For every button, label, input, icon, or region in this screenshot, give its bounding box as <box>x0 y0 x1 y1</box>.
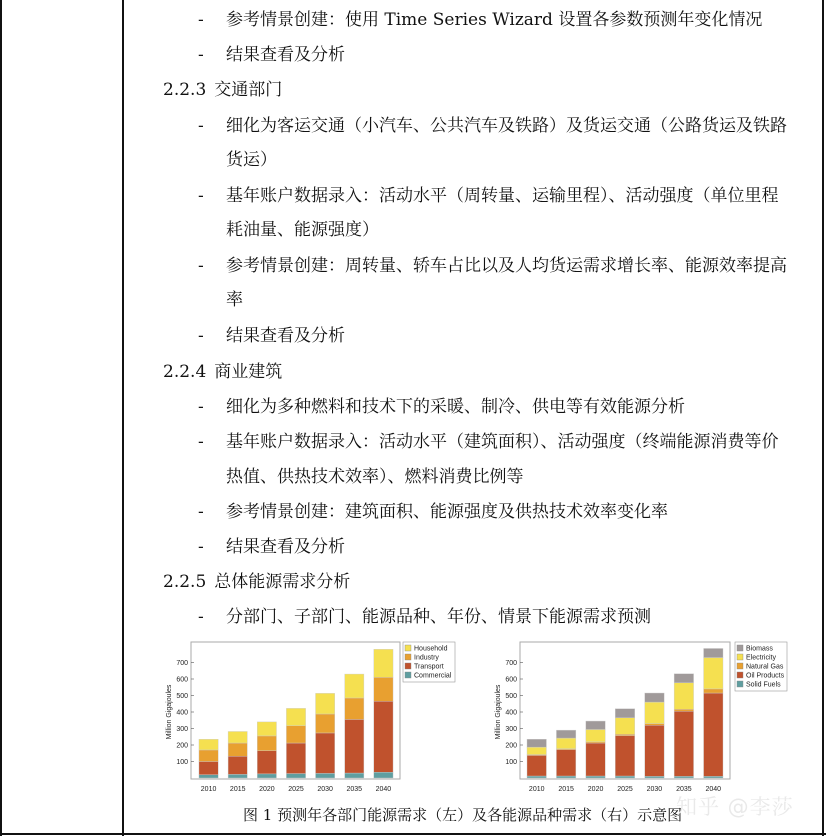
bar-segment <box>556 738 575 749</box>
bar-segment <box>257 722 276 736</box>
bar-segment <box>704 689 723 693</box>
bar-segment <box>228 731 247 743</box>
bullet-text: 分部门、子部门、能源品种、年份、情景下能源需求预测 <box>226 607 651 627</box>
y-tick-label: 400 <box>505 709 517 717</box>
section-title: 总体能源需求分析 <box>214 572 351 592</box>
bullet-dash: - <box>198 116 204 136</box>
x-tick-label: 2030 <box>646 786 663 793</box>
bar-segment <box>586 776 605 778</box>
bar-segment <box>645 702 664 723</box>
bar-segment <box>345 719 364 773</box>
bullet-text: 结果查看及分析 <box>226 326 345 346</box>
bar-segment <box>615 718 634 735</box>
bar-segment <box>286 726 305 743</box>
bar-segment <box>345 773 364 778</box>
bullet-dash: - <box>198 397 204 417</box>
legend-swatch <box>405 645 411 651</box>
bar-segment <box>316 773 335 778</box>
bar-segment <box>674 776 693 778</box>
bar-segment <box>615 776 634 778</box>
bar-segment <box>257 736 276 751</box>
y-tick-label: 300 <box>176 726 188 733</box>
bar-segment <box>586 743 605 776</box>
table-border-bottom <box>0 833 826 835</box>
bar-segment <box>286 708 305 725</box>
legend-label: Commercial <box>414 672 452 680</box>
sector-demand-chart <box>160 640 460 804</box>
legend-swatch <box>737 663 743 669</box>
bar-segment <box>374 701 393 772</box>
x-tick-label: 2040 <box>375 786 392 793</box>
bar-segment <box>374 677 393 701</box>
x-tick-label: 2020 <box>587 786 604 793</box>
bar-segment <box>527 739 546 747</box>
legend-swatch <box>405 654 411 660</box>
y-tick-label: 200 <box>176 742 188 750</box>
bar-segment <box>374 772 393 778</box>
bullet-text-continuation: 率 <box>226 290 243 310</box>
y-tick-label: 100 <box>505 759 517 766</box>
section-heading-2-2-5 <box>163 570 350 594</box>
bullet-dash: - <box>198 45 204 65</box>
bar-segment <box>674 711 693 776</box>
bar-segment <box>316 693 335 714</box>
bullet-text: 参考情景创建：使用 Time Series Wizard 设置各参数预测年变化情况 <box>226 10 763 30</box>
y-tick-label: 400 <box>176 709 188 717</box>
bar-segment <box>527 747 546 754</box>
x-tick-label: 2020 <box>259 786 275 793</box>
legend-label: Electricity <box>746 654 776 662</box>
bar-segment <box>674 683 693 709</box>
bar-segment <box>199 775 218 778</box>
bullet-text: 结果查看及分析 <box>226 537 345 557</box>
legend-label: Household <box>414 645 448 653</box>
bar-segment <box>645 693 664 702</box>
bar-segment <box>527 755 546 776</box>
section-heading-2-2-4 <box>163 360 282 384</box>
x-tick-label: 2010 <box>528 786 545 793</box>
zhihu-watermark: 知乎 @李莎 <box>676 795 794 819</box>
bar-segment <box>615 709 634 718</box>
bar-segment <box>674 674 693 683</box>
x-tick-label: 2025 <box>288 786 304 793</box>
figure-caption: 图 1 预测年各部门能源需求（左）及各能源品种需求（右）示意图 <box>243 806 683 824</box>
section-number: 2.2.4 <box>163 362 207 382</box>
y-tick-label: 500 <box>505 693 517 700</box>
bullet-text: 结果查看及分析 <box>226 45 345 65</box>
bullet-dash: - <box>198 432 204 452</box>
bar-segment <box>704 648 723 657</box>
legend-swatch <box>737 672 743 678</box>
y-tick-label: 700 <box>505 660 517 667</box>
bullet-text-continuation: 货运） <box>226 150 277 170</box>
bar-segment <box>345 674 364 698</box>
bullet-text-continuation: 热值、供热技术效率）、燃料消费比例等 <box>226 467 524 487</box>
bullet-dash: - <box>198 502 204 522</box>
x-tick-label: 2015 <box>229 786 246 793</box>
x-tick-label: 2025 <box>617 786 633 793</box>
bar-segment <box>316 714 335 733</box>
bar-segment <box>586 721 605 729</box>
x-tick-label: 2010 <box>200 786 217 793</box>
x-tick-label: 2040 <box>705 786 722 793</box>
y-tick-label: 300 <box>505 726 517 733</box>
y-tick-label: 700 <box>176 660 188 667</box>
bullet-dash: - <box>198 186 204 206</box>
bar-segment <box>228 774 247 778</box>
bar-segment <box>199 762 218 775</box>
bullet-text: 参考情景创建：建筑面积、能源强度及供热技术效率变化率 <box>226 502 668 522</box>
bullet-text-continuation: 耗油量、能源强度） <box>226 220 379 240</box>
y-tick-label: 200 <box>505 742 517 750</box>
legend-label: Industry <box>414 654 439 662</box>
bar-segment <box>286 774 305 778</box>
section-heading-2-2-3 <box>163 78 282 102</box>
legend-swatch <box>737 654 743 660</box>
bullet-dash: - <box>198 537 204 557</box>
table-border-right <box>822 0 824 836</box>
bar-segment <box>228 756 247 774</box>
bar-segment <box>199 750 218 762</box>
bullet-dash: - <box>198 10 204 30</box>
bar-segment <box>556 776 575 778</box>
bar-segment <box>704 658 723 689</box>
bar-segment <box>316 733 335 773</box>
bullet-dash: - <box>198 607 204 627</box>
legend-swatch <box>405 672 411 678</box>
bar-segment <box>645 776 664 778</box>
left-empty-cell <box>0 0 124 833</box>
bar-segment <box>228 743 247 756</box>
x-tick-label: 2035 <box>676 786 692 793</box>
legend-label: Solid Fuels <box>746 681 781 689</box>
legend-label: Oil Products <box>746 672 785 680</box>
bullet-text: 细化为多种燃料和技术下的采暖、制冷、供电等有效能源分析 <box>226 397 685 417</box>
section-title: 交通部门 <box>214 80 283 100</box>
bullet-text: 参考情景创建：周转量、轿车占比以及人均货运需求增长率、能源效率提高 <box>226 256 787 276</box>
bar-segment <box>199 739 218 750</box>
bar-segment <box>615 736 634 776</box>
bullet-text: 基年账户数据录入：活动水平（建筑面积）、活动强度（终端能源消费等价 <box>226 432 779 452</box>
y-tick-label: 100 <box>176 759 188 766</box>
legend-swatch <box>405 663 411 669</box>
chart-svg <box>490 640 790 800</box>
bar-segment <box>645 725 664 776</box>
fuel-demand-chart <box>490 640 790 804</box>
x-tick-label: 2035 <box>346 786 363 793</box>
legend-label: Biomass <box>746 645 773 653</box>
section-number: 2.2.5 <box>163 572 207 592</box>
legend-label: Natural Gas <box>746 663 784 671</box>
section-number: 2.2.3 <box>163 80 207 100</box>
bar-segment <box>257 751 276 774</box>
bullet-dash: - <box>198 326 204 346</box>
bar-segment <box>345 698 364 719</box>
x-tick-label: 2015 <box>558 786 574 793</box>
bar-segment <box>645 724 664 726</box>
legend-swatch <box>737 645 743 651</box>
legend-label: Transport <box>414 663 444 671</box>
y-axis-label: Million Gigajoules <box>495 684 502 740</box>
bullet-text: 基年账户数据录入：活动水平（周转量、运输里程）、活动强度（单位里程 <box>226 186 779 206</box>
bar-segment <box>257 774 276 778</box>
legend-swatch <box>737 681 743 687</box>
section-title: 商业建筑 <box>214 362 283 382</box>
bar-segment <box>704 776 723 778</box>
y-tick-label: 500 <box>176 693 188 700</box>
bar-segment <box>556 750 575 776</box>
bar-segment <box>527 776 546 778</box>
bar-segment <box>674 709 693 711</box>
bar-segment <box>586 729 605 741</box>
y-axis-label: Million Gigajoules <box>166 684 173 740</box>
bar-segment <box>704 693 723 776</box>
y-tick-label: 600 <box>505 676 517 684</box>
bullet-dash: - <box>198 256 204 276</box>
bar-segment <box>286 743 305 774</box>
bullet-text: 细化为客运交通（小汽车、公共汽车及铁路）及货运交通（公路货运及铁路 <box>226 116 787 136</box>
x-tick-label: 2030 <box>317 786 333 793</box>
chart-svg <box>160 640 460 800</box>
bar-segment <box>374 649 393 677</box>
y-tick-label: 600 <box>176 676 188 684</box>
bar-segment <box>556 730 575 738</box>
